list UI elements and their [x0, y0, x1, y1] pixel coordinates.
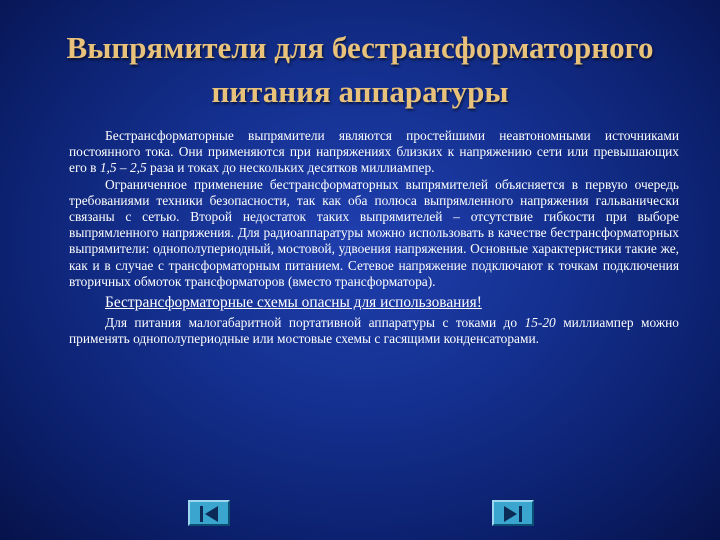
paragraph-3-text-b: миллиампер можно применять однополупериодные или мостовые схемы с гасящими конденсаторами.	[69, 315, 679, 347]
voltage-ratio: 1,5 – 2,5	[99, 160, 147, 176]
paragraph-1-text-b: раза и токах до нескольких десятков миллиампер.	[146, 160, 435, 176]
paragraph-2: Ограниченное применение бестрансформаторных выпрямителей объясняется в первую очередь требованиями техники безопасности, так как оба полюса выпрямленного напряжения гальванически связаны с сетью. Второй недостаток таких выпрямителей – отсутствие гибкости при выборе выпрямленного напряжения. Для радиоаппаратуры можно использовать в качестве бестрансформаторных выпрямители: однополупериодный, мостовой, удвоения напряжения. Основные характеристики такие же, как и в случае с трансформаторным питанием. Сетевое напряжение подключают к точкам подключения вторичных обмоток трансформаторов (вместо трансформатора).	[69, 176, 679, 289]
skip-forward-icon	[502, 505, 524, 523]
paragraph-3-text-a: Для питания малогабаритной портативной аппаратуры с токами до	[105, 315, 525, 331]
slide-title	[20, 26, 700, 114]
skip-back-icon	[198, 505, 220, 523]
slide-body	[69, 128, 679, 347]
next-slide-button[interactable]	[492, 500, 534, 526]
current-range: 15-20	[524, 315, 556, 331]
paragraph-1	[69, 128, 679, 177]
paragraph-1-text-a: Бестрансформаторные выпрямители являются простейшими неавтономными источниками постоянного тока. Они применяются при напряжениях близких к напряжению сети или превышающих его в	[69, 128, 679, 176]
previous-slide-button[interactable]	[188, 500, 230, 526]
slide-navigation	[188, 500, 538, 526]
paragraph-3	[69, 315, 679, 347]
safety-warning: Бестрансформаторные схемы опасны для использования!	[105, 294, 482, 312]
title-line-1: Выпрямители для бестрансформаторного	[66, 30, 654, 65]
title-line-2: питания аппаратуры	[211, 74, 509, 109]
